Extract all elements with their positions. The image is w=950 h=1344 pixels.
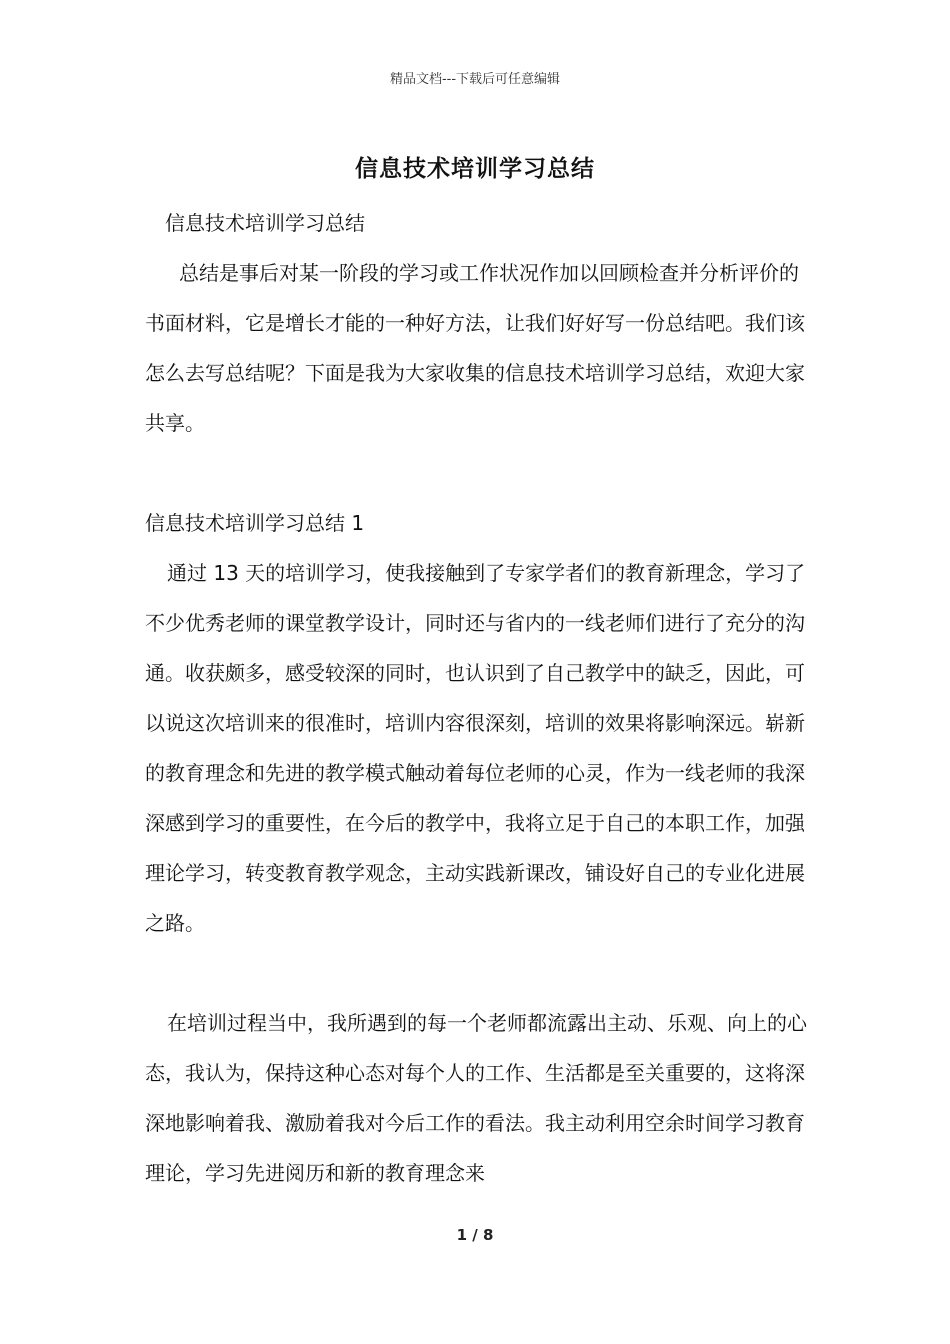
header-note: 精品文档---下载后可任意编辑	[389, 72, 561, 87]
page-number: 1 / 8	[456, 1226, 494, 1244]
body-paragraph-1: 通过 13 天的培训学习，使我接触到了专家学者们的教育新理念，学习了不少优秀老师的课堂教学设计，同时还与省内的一线老师们进行了充分的沟通。收获颇多，感受较深的同时，也认识到了自己教学中的缺乏，因此，可以说这次培训来的很准时，培训内容很深刻，培训的效果将影响深远。崭新的教育理念和先进的教学模式触动着每位老师的心灵，作为一线老师的我深深感到学习的重要性，在今后的教学中，我将立足于自己的本职工作，加强理论学习，转变教育教学观念，主动实践新课改，铺设好自己的专业化进展之路。	[145, 561, 806, 935]
paragraph-spacer	[145, 948, 815, 998]
document-subtitle: 信息技术培训学习总结	[165, 211, 365, 235]
section-heading: 信息技术培训学习总结 1	[145, 511, 365, 535]
document-body	[145, 198, 815, 1198]
body-paragraph-2: 在培训过程当中，我所遇到的每一个老师都流露出主动、乐观、向上的心态，我认为，保持这种心态对每个人的工作、生活都是至关重要的，这将深深地影响着我、激励着我对今后工作的看法。我主动利用空余时间学习教育理论，学习先进阅历和新的教育理念来	[145, 1011, 807, 1185]
document-title: 信息技术培训学习总结	[355, 156, 595, 182]
intro-paragraph: 总结是事后对某一阶段的学习或工作状况作加以回顾检查并分析评价的书面材料，它是增长才能的一种好方法，让我们好好写一份总结吧。我们该怎么去写总结呢？下面是我为大家收集的信息技术培训学习总结，欢迎大家共享。	[145, 261, 805, 435]
paragraph-spacer	[145, 448, 815, 498]
